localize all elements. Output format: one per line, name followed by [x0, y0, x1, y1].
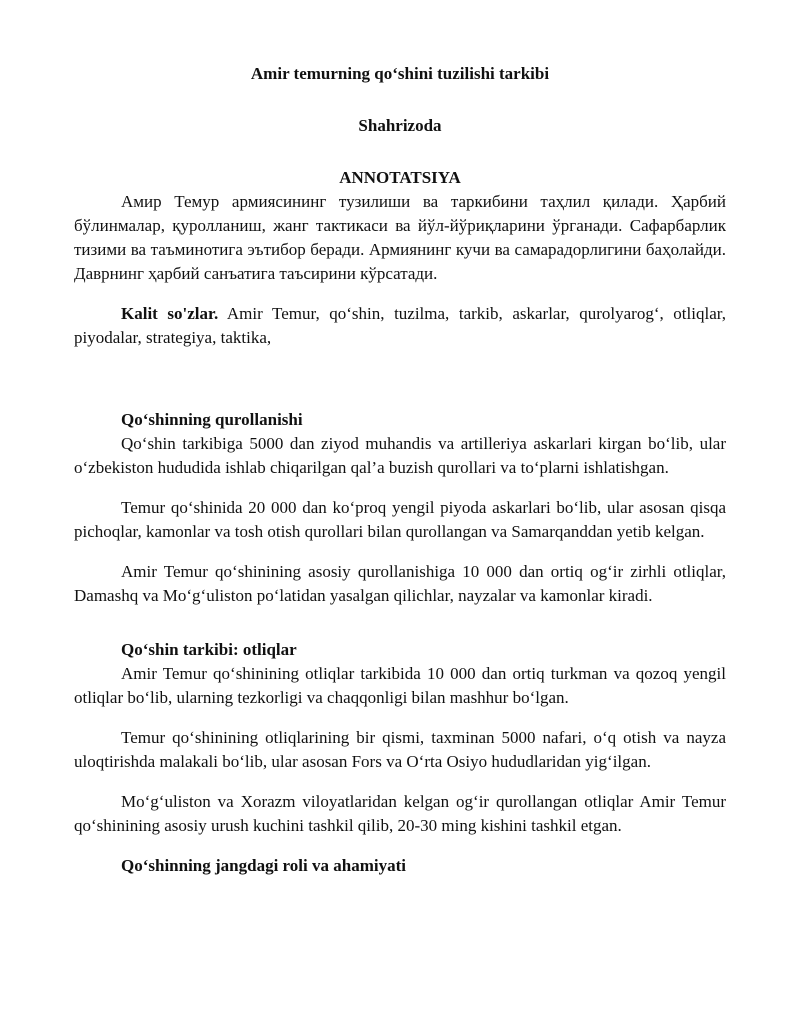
section-paragraph: Qo‘shin tarkibiga 5000 dan ziyod muhandis va artilleriya askarlari kirgan bo‘lib, ular o‘zbekiston hududida ishlab chiqarilgan qal’a buzish qurollari va to‘plarni ishlatishgan. — [74, 434, 726, 477]
annotation-paragraph: Амир Темур армиясининг тузилиши ва таркибини таҳлил қилади. Ҳарбий бўлинмалар, қуролланиш, жанг тактикаси ва йўл-йўриқларини ўрганади. Сафарбарлик тизими ва таъминотига эътибор беради. Армиянинг кучи ва самарадорлигини баҳолайди. Даврнинг ҳарбий санъатига таъсирини кўрсатади. — [74, 192, 726, 283]
section-paragraph: Amir Temur qo‘shinining otliqlar tarkibida 10 000 dan ortiq turkman va qozoq yengil otliqlar bo‘lib, ularning tezkorligi va chaqqonligi bilan mashhur bo‘lgan. — [74, 664, 726, 707]
section-heading-cavalry: Qo‘shin tarkibi: otliqlar — [121, 640, 297, 659]
keywords-label: Kalit so'zlar. — [121, 304, 219, 323]
section-paragraph: Amir Temur qo‘shinining asosiy qurollanishiga 10 000 dan ortiq og‘ir zirhli otliqlar, Damashq va Mo‘g‘uliston po‘latidan yasalgan qilichlar, nayzalar va kamonlar kiradi. — [74, 562, 726, 605]
section-paragraph: Temur qo‘shinining otliqlarining bir qismi, taxminan 5000 nafari, o‘q otish va nayza uloqtirishda malakali bo‘lib, ular asosan Fors va O‘rta Osiyo hududlaridan yig‘ilgan. — [74, 728, 726, 771]
section-paragraph: Mo‘g‘uliston va Xorazm viloyatlaridan kelgan og‘ir qurollangan otliqlar Amir Temur qo‘shinining asosiy urush kuchini tashkil qilib, 20-30 ming kishini tashkil etgan. — [74, 792, 726, 835]
section-paragraph: Temur qo‘shinida 20 000 dan ko‘proq yengil piyoda askarlari bo‘lib, ular asosan qisqa pichoqlar, kamonlar va tosh otish qurollari bilan qurollangan va Samarqanddan yetib kelgan. — [74, 498, 726, 541]
section-heading-weaponry: Qo‘shinning qurollanishi — [121, 410, 303, 429]
annotation-heading: ANNOTATSIYA — [339, 168, 461, 187]
keywords-text: Amir Temur, qo‘shin, tuzilma, tarkib, askarlar, qurolyarog‘, otliqlar, piyodalar, strategiya, taktika, — [74, 304, 726, 347]
author-name: Shahrizoda — [358, 116, 442, 135]
section-heading-role: Qo‘shinning jangdagi roli va ahamiyati — [121, 856, 406, 875]
document-page — [74, 62, 726, 878]
document-title: Amir temurning qo‘shini tuzilishi tarkibi — [250, 64, 550, 83]
keywords-paragraph — [74, 302, 726, 350]
